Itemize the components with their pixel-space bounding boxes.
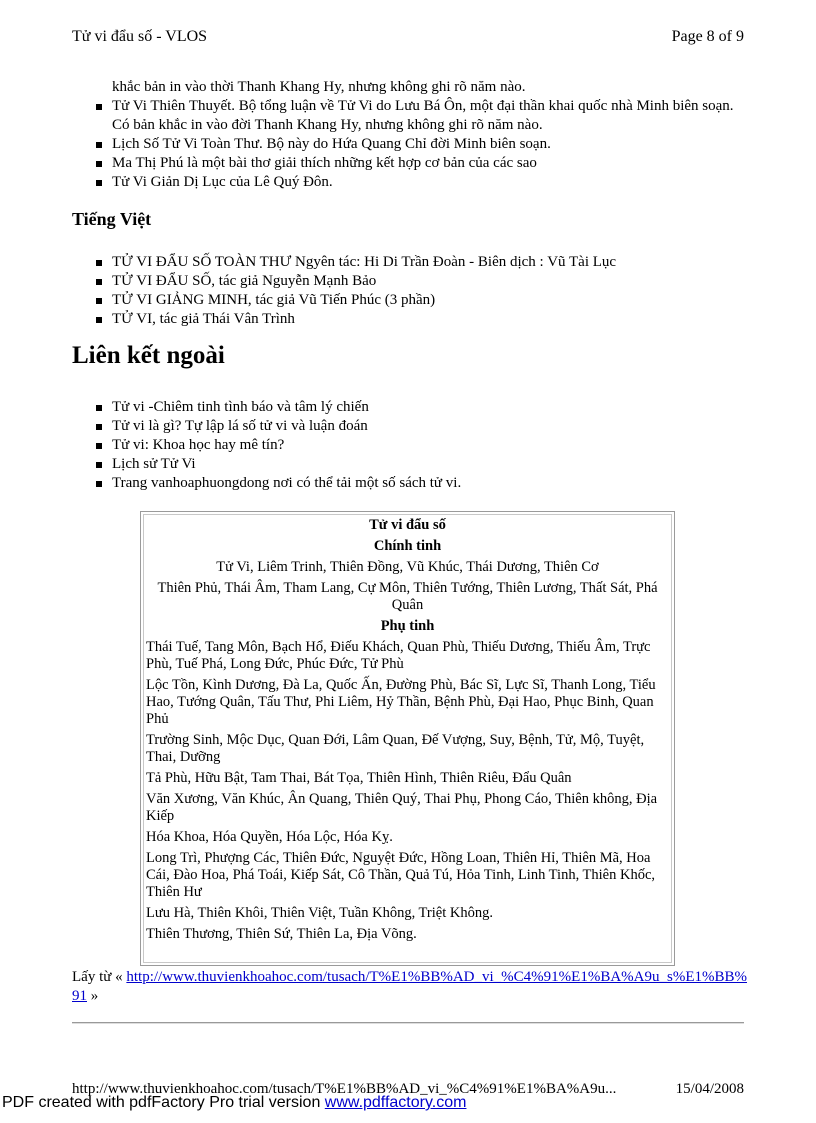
- navbox-row: Lộc Tồn, Kình Dương, Đà La, Quốc Ấn, Đường Phù, Bác Sĩ, Lực Sĩ, Thanh Long, Tiểu Hao, Tướng Quân, Tấu Thư, Phi Liêm, Hỷ Thần, Bệnh Phù, Đại Hao, Phục Binh, Quan Phủ: [146, 677, 656, 727]
- list-item: Tử Vi Giản Dị Lục của Lê Quý Đôn.: [72, 173, 752, 192]
- pdf-watermark: [2, 1093, 466, 1112]
- book-list-vietnamese: [72, 253, 752, 329]
- navbox-row: Trường Sinh, Mộc Dục, Quan Đới, Lâm Quan, Đế Vượng, Suy, Bệnh, Tử, Mộ, Tuyệt, Thai, Dưỡng: [146, 732, 645, 765]
- external-link[interactable]: Tử vi: Khoa học hay mê tín?: [72, 436, 752, 455]
- section-heading-external-links: Liên kết ngoài: [72, 342, 225, 369]
- navbox-row: Tử Vi, Liêm Trinh, Thiên Đồng, Vũ Khúc, Thái Dương, Thiên Cơ: [216, 559, 599, 575]
- list-item: Tử Vi Thiên Thuyết. Bộ tổng luận về Tử Vi do Lưu Bá Ôn, một đại thần khai quốc nhà Minh biên soạn. Có bản khắc in vào đời Thanh Khang Hy, nhưng không ghi rõ năm nào.: [72, 97, 752, 135]
- pdf-note-text: PDF created with pdfFactory Pro trial version: [2, 1094, 325, 1111]
- list-item: TỬ VI, tác giả Thái Vân Trình: [72, 310, 752, 329]
- navigation-box: [140, 511, 675, 966]
- navbox-row: Thiên Thương, Thiên Sứ, Thiên La, Địa Võng.: [146, 926, 417, 942]
- source-suffix: »: [87, 988, 99, 1004]
- horizontal-divider: [72, 1022, 744, 1024]
- navbox-group-heading: Phụ tinh: [380, 618, 435, 634]
- pdffactory-link[interactable]: www.pdffactory.com: [324, 1094, 467, 1111]
- navbox-row: Hóa Khoa, Hóa Quyền, Hóa Lộc, Hóa Kỵ.: [146, 829, 393, 845]
- navbox-row: Văn Xương, Văn Khúc, Ân Quang, Thiên Quý, Thai Phụ, Phong Cáo, Thiên không, Địa Kiếp: [146, 791, 658, 824]
- source-link[interactable]: http://www.thuvienkhoahoc.com/tusach/T%E1%BB%AD_vi_%C4%91%E1%BA%A9u_s%E1%BB%91: [72, 969, 747, 1004]
- list-item: TỬ VI ĐẨU SỐ, tác giả Nguyễn Mạnh Bảo: [72, 272, 752, 291]
- section-heading-vietnamese: Tiếng Việt: [72, 209, 152, 229]
- continuation-text: khắc bản in vào thời Thanh Khang Hy, nhưng không ghi rõ năm nào.: [112, 79, 526, 95]
- list-item: Lịch Số Tử Vi Toàn Thư. Bộ này do Hứa Quang Chỉ đời Minh biên soạn.: [72, 135, 752, 154]
- navbox-group-heading: Chính tinh: [373, 538, 442, 554]
- footer-url: http://www.thuvienkhoahoc.com/tusach/T%E1%BB%AD_vi_%C4%91%E1%BA%A9u...: [72, 1081, 617, 1097]
- page-number: Page 8 of 9: [671, 28, 744, 45]
- navbox-row: Lưu Hà, Thiên Khôi, Thiên Việt, Tuần Không, Triệt Không.: [146, 905, 493, 921]
- external-link[interactable]: Trang vanhoaphuongdong nơi có thể tải một số sách tử vi.: [72, 474, 752, 493]
- footer-date: 15/04/2008: [675, 1081, 744, 1097]
- external-link[interactable]: Tử vi là gì? Tự lập lá số tử vi và luận đoán: [72, 417, 752, 436]
- book-list-chinese: [72, 97, 752, 192]
- navbox-row: Thái Tuế, Tang Môn, Bạch Hổ, Điếu Khách, Quan Phù, Thiếu Dương, Thiếu Âm, Trực Phù, Tuế Phá, Long Đức, Phúc Đức, Tử Phù: [146, 639, 651, 672]
- external-links-list: [72, 398, 752, 493]
- source-line: [72, 968, 752, 1006]
- list-item: TỬ VI ĐẨU SỐ TOÀN THƯ Ngyên tác: Hi Di Trần Đoàn - Biên dịch : Vũ Tài Lục: [72, 253, 752, 272]
- navbox-row: Long Trì, Phượng Các, Thiên Đức, Nguyệt Đức, Hồng Loan, Thiên Hỉ, Thiên Mã, Hoa Cái, Đào Hoa, Phá Toái, Kiếp Sát, Cô Thần, Quả Tú, Hỏa Tinh, Linh Tinh, Thiên Khốc, Thiên Hư: [146, 850, 656, 900]
- page-header-title: Tử vi đẩu số - VLOS: [72, 28, 208, 45]
- navbox-row: Tả Phù, Hữu Bật, Tam Thai, Bát Tọa, Thiên Hình, Thiên Riêu, Đẩu Quân: [146, 770, 572, 786]
- external-link[interactable]: Tử vi -Chiêm tinh tình báo và tâm lý chiến: [72, 398, 752, 417]
- navbox-title: Tử vi đẩu số: [369, 517, 446, 533]
- navbox-row: Thiên Phủ, Thái Âm, Tham Lang, Cự Môn, Thiên Tướng, Thiên Lương, Thất Sát, Phá Quân: [157, 580, 658, 613]
- list-item: TỬ VI GIẢNG MINH, tác giả Vũ Tiến Phúc (3 phần): [72, 291, 752, 310]
- source-prefix: Lấy từ «: [72, 969, 127, 985]
- list-item: Ma Thị Phú là một bài thơ giải thích những kết hợp cơ bản của các sao: [72, 154, 752, 173]
- external-link[interactable]: Lịch sử Tử Vi: [72, 455, 752, 474]
